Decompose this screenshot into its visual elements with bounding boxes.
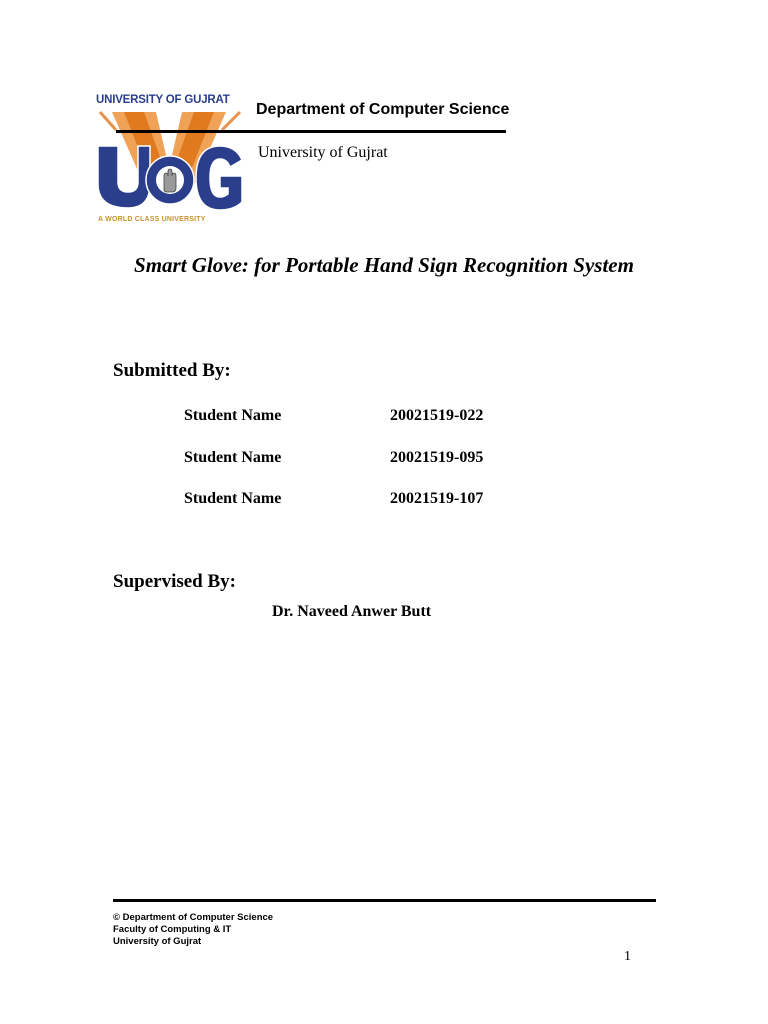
logo-top-text: UNIVERSITY OF GUJRAT [96,94,230,106]
footer-divider [113,899,656,902]
student-id: 20021519-095 [390,449,484,466]
student-id: 20021519-022 [390,407,484,424]
footer-university: University of Gujrat [113,936,202,947]
supervisor-name: Dr. Naveed Anwer Butt [272,603,432,620]
student-name: Student Name [184,407,282,424]
document-title: Smart Glove: for Portable Hand Sign Recognition System [134,253,634,277]
logo-letter-u [98,146,150,208]
student-name: Student Name [184,490,282,507]
supervised-by-label: Supervised By: [113,571,236,592]
page-number: 1 [624,949,631,964]
department-heading: Department of Computer Science [256,101,510,118]
student-row [184,449,524,469]
footer-faculty: Faculty of Computing & IT [113,924,232,935]
logo-tagline: A WORLD CLASS UNIVERSITY [98,216,206,223]
student-name: Student Name [184,449,282,466]
submitted-by-label: Submitted By: [113,360,231,381]
logo-letter-g [196,146,242,210]
student-id: 20021519-107 [390,490,484,507]
student-row [184,407,524,427]
student-row [184,490,524,510]
header-divider [116,130,506,133]
footer-copyright: © Department of Computer Science [113,912,274,923]
university-name: University of Gujrat [258,144,388,161]
university-logo [94,92,244,230]
logo-emblem [94,108,244,216]
